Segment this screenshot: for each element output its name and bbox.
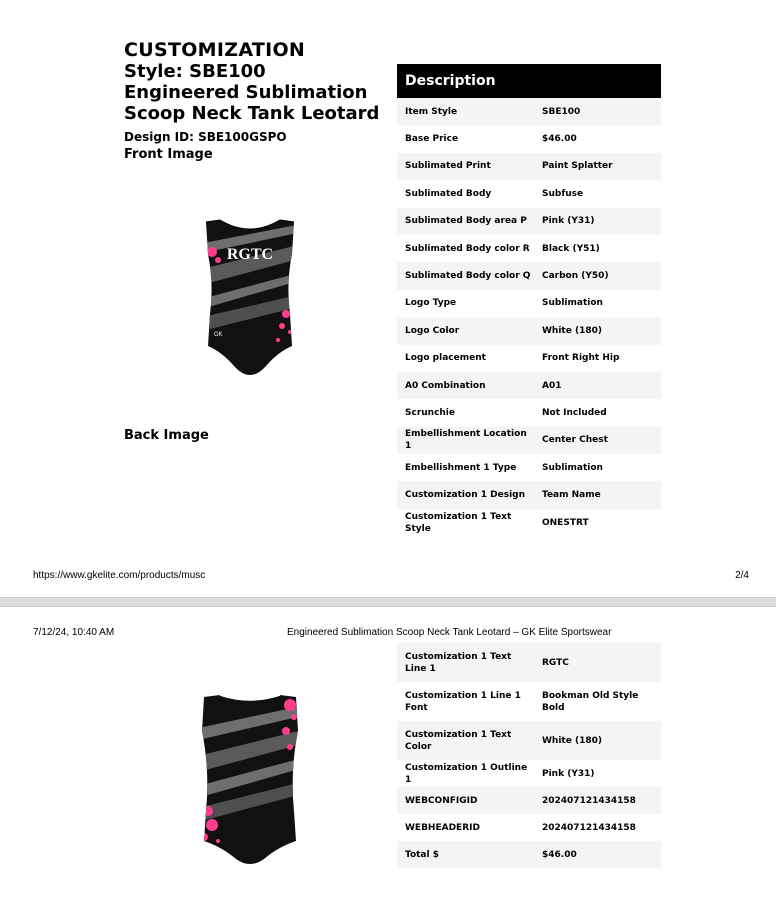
row-label: Customization 1 Text Color bbox=[405, 729, 512, 752]
row-value: $46.00 bbox=[542, 849, 577, 860]
table-row bbox=[397, 153, 661, 180]
table-row bbox=[397, 180, 661, 207]
row-value: RGTC bbox=[542, 657, 569, 668]
row-value: Not Included bbox=[542, 407, 607, 418]
description-rows bbox=[397, 98, 661, 536]
table-row bbox=[397, 125, 661, 152]
gk-logo: GK bbox=[214, 332, 223, 338]
front-image-label: Front Image bbox=[124, 147, 213, 162]
table-row bbox=[397, 427, 661, 454]
row-label: Customization 1 Design bbox=[405, 490, 526, 501]
row-value: Center Chest bbox=[542, 435, 608, 446]
row-label: WEBHEADERID bbox=[405, 822, 480, 833]
row-value: 202407121434158 bbox=[542, 822, 636, 833]
table-row bbox=[397, 721, 661, 760]
row-label: Embellishment 1 Type bbox=[405, 462, 517, 473]
row-label: Logo Color bbox=[405, 325, 460, 336]
description-table-continued bbox=[397, 643, 661, 868]
description-table bbox=[397, 64, 661, 536]
row-label: Embellishment Location 1 bbox=[405, 429, 527, 452]
row-value: Sublimation bbox=[542, 462, 603, 473]
row-label: Sublimated Body area P bbox=[405, 216, 527, 227]
row-label: Logo placement bbox=[405, 353, 486, 364]
table-row bbox=[397, 345, 661, 372]
row-value: Pink (Y31) bbox=[542, 768, 595, 779]
row-label: Sublimated Print bbox=[405, 161, 491, 172]
row-value: Sublimation bbox=[542, 298, 603, 309]
heading-product-line1: Engineered Sublimation bbox=[124, 82, 368, 103]
table-row bbox=[397, 787, 661, 814]
table-row bbox=[397, 98, 661, 125]
row-label: A0 Combination bbox=[405, 380, 486, 391]
design-id: Design ID: SBE100GSPO bbox=[124, 130, 287, 144]
print-date: 7/12/24, 10:40 AM bbox=[33, 627, 115, 638]
table-row bbox=[397, 399, 661, 426]
row-value: Team Name bbox=[542, 490, 601, 501]
description-header: Description bbox=[397, 64, 661, 98]
row-label: Customization 1 Text Style bbox=[405, 511, 512, 534]
row-label: Sublimated Body bbox=[405, 188, 492, 199]
table-row bbox=[397, 682, 661, 721]
row-value: Paint Splatter bbox=[542, 161, 613, 172]
row-value: White (180) bbox=[542, 735, 602, 746]
row-label: Total $ bbox=[405, 849, 439, 860]
pdf-page-3 bbox=[0, 606, 776, 902]
row-value: Bookman Old Style Bold bbox=[542, 690, 639, 713]
footer-url: https://www.gkelite.com/products/musc bbox=[33, 570, 206, 581]
print-title: Engineered Sublimation Scoop Neck Tank Leotard – GK Elite Sportswear bbox=[287, 627, 612, 638]
front-leotard-image bbox=[198, 214, 302, 386]
description-rows-continued bbox=[397, 643, 661, 868]
table-row bbox=[397, 760, 661, 787]
row-value: Pink (Y31) bbox=[542, 216, 595, 227]
row-label: Customization 1 Line 1 Font bbox=[405, 690, 521, 713]
table-row bbox=[397, 643, 661, 682]
table-row bbox=[397, 454, 661, 481]
table-row bbox=[397, 372, 661, 399]
row-value: Black (Y51) bbox=[542, 243, 600, 254]
back-image-label: Back Image bbox=[124, 428, 209, 443]
row-value: Front Right Hip bbox=[542, 353, 620, 364]
row-value: 202407121434158 bbox=[542, 795, 636, 806]
row-label: Base Price bbox=[405, 134, 459, 145]
front-logo-text: RGTC bbox=[226, 246, 274, 263]
table-row bbox=[397, 235, 661, 262]
row-value: SBE100 bbox=[542, 106, 581, 117]
table-row bbox=[397, 481, 661, 508]
heading-style: Style: SBE100 bbox=[124, 61, 266, 82]
row-value: White (180) bbox=[542, 325, 602, 336]
row-label: Customization 1 Text Line 1 bbox=[405, 651, 512, 674]
row-value: ONESTRT bbox=[542, 517, 589, 528]
row-label: Customization 1 Outline 1 bbox=[405, 762, 528, 785]
row-label: Sublimated Body color R bbox=[405, 243, 530, 254]
row-value: $46.00 bbox=[542, 134, 577, 145]
table-row bbox=[397, 814, 661, 841]
table-row bbox=[397, 317, 661, 344]
table-row bbox=[397, 509, 661, 536]
row-value: A01 bbox=[542, 380, 562, 391]
table-row bbox=[397, 208, 661, 235]
row-label: Scrunchie bbox=[405, 407, 456, 418]
row-label: Item Style bbox=[405, 106, 458, 117]
row-value: Carbon (Y50) bbox=[542, 271, 609, 282]
heading-product-line2: Scoop Neck Tank Leotard bbox=[124, 103, 380, 124]
row-label: Logo Type bbox=[405, 298, 457, 309]
back-leotard-image bbox=[194, 691, 306, 871]
footer-page-number: 2/4 bbox=[735, 570, 749, 581]
table-row bbox=[397, 262, 661, 289]
table-row bbox=[397, 290, 661, 317]
customization-heading bbox=[124, 40, 379, 124]
table-row bbox=[397, 841, 661, 868]
row-value: Subfuse bbox=[542, 188, 584, 199]
row-label: Sublimated Body color Q bbox=[405, 271, 531, 282]
heading-customization: CUSTOMIZATION bbox=[124, 39, 306, 61]
row-label: WEBCONFIGID bbox=[405, 795, 478, 806]
